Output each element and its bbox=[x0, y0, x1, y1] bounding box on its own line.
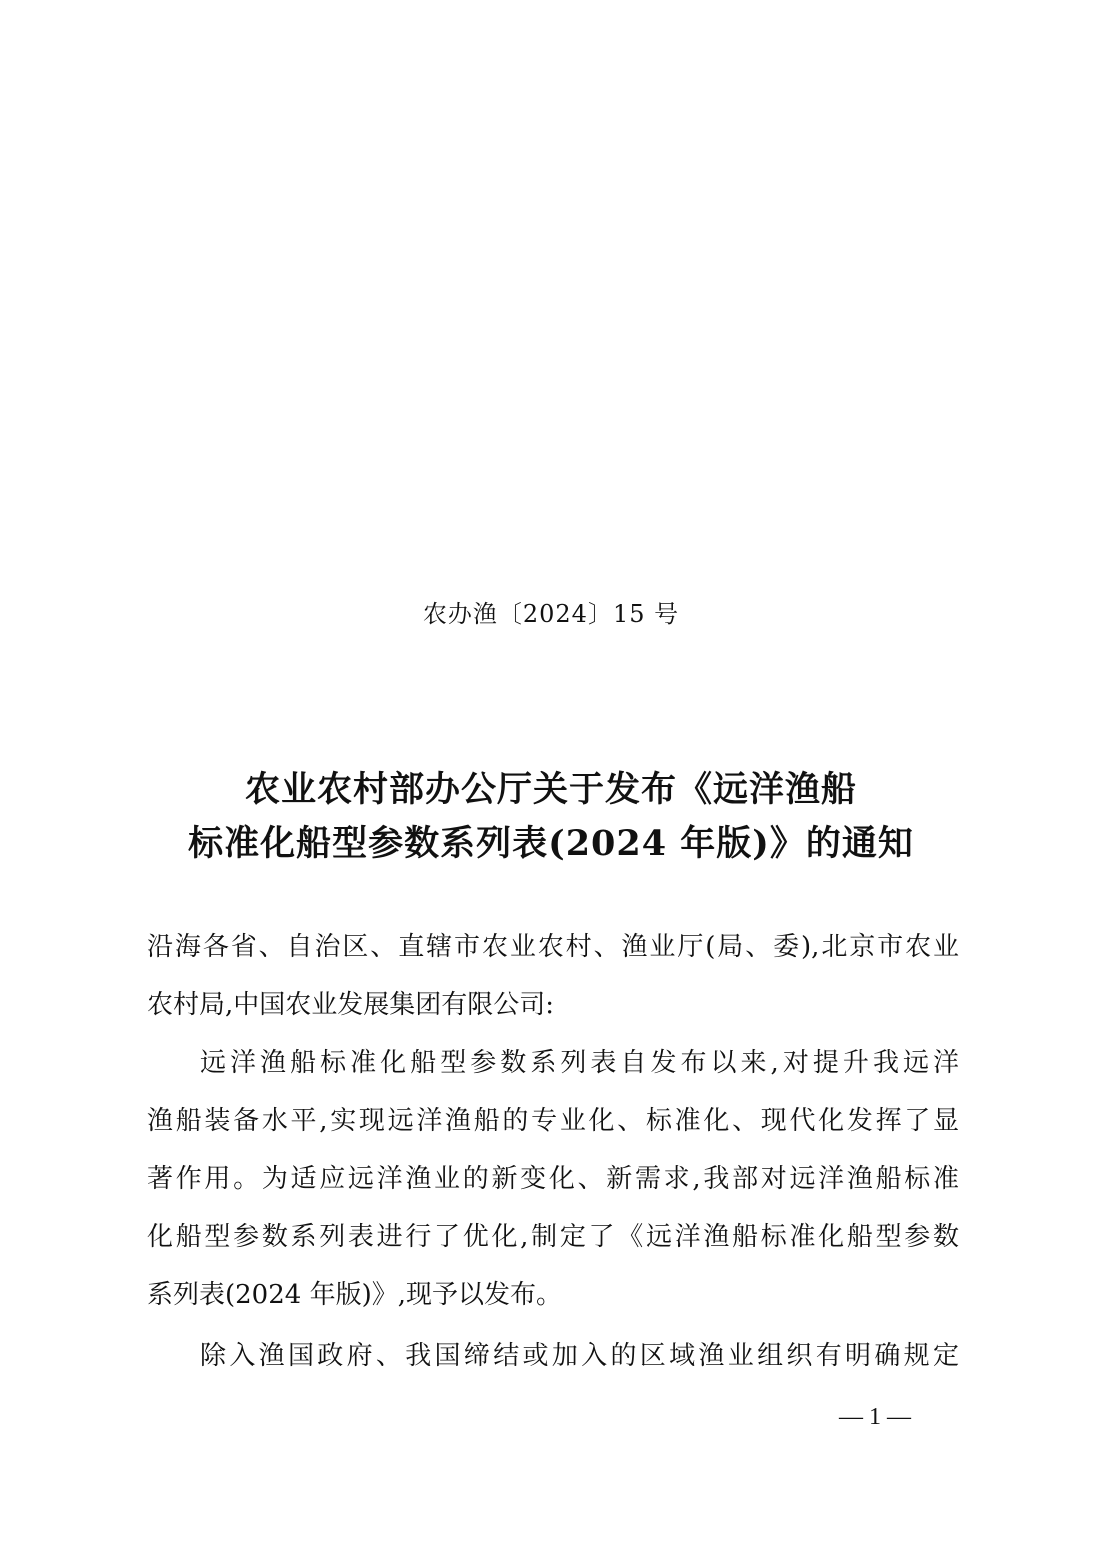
document-title-line-2: 标准化船型参数系列表(2024 年版)》的通知 bbox=[188, 823, 914, 864]
addressee-line-1: 沿海各省、自治区、直辖市农业农村、渔业厅(局、委),北京市农业 bbox=[147, 932, 959, 962]
paragraph-1-line-3: 著作用。为适应远洋渔业的新变化、新需求,我部对远洋渔船标准 bbox=[147, 1164, 959, 1194]
paragraph-1-line-1: 远洋渔船标准化船型参数系列表自发布以来,对提升我远洋 bbox=[200, 1048, 959, 1078]
paragraph-2-line-1: 除入渔国政府、我国缔结或加入的区域渔业组织有明确规定 bbox=[200, 1341, 959, 1371]
document-number: 农办渔〔2024〕15 号 bbox=[422, 600, 680, 628]
page-number: — 1 — bbox=[839, 1404, 911, 1430]
paragraph-1-line-2: 渔船装备水平,实现远洋渔船的专业化、标准化、现代化发挥了显 bbox=[147, 1106, 959, 1136]
paragraph-1-line-5: 系列表(2024 年版)》,现予以发布。 bbox=[147, 1280, 562, 1310]
paragraph-1-line-4: 化船型参数系列表进行了优化,制定了《远洋渔船标准化船型参数 bbox=[147, 1222, 959, 1252]
addressee-line-2: 农村局,中国农业发展集团有限公司: bbox=[147, 990, 555, 1020]
document-title-line-1: 农业农村部办公厅关于发布《远洋渔船 bbox=[244, 769, 857, 810]
